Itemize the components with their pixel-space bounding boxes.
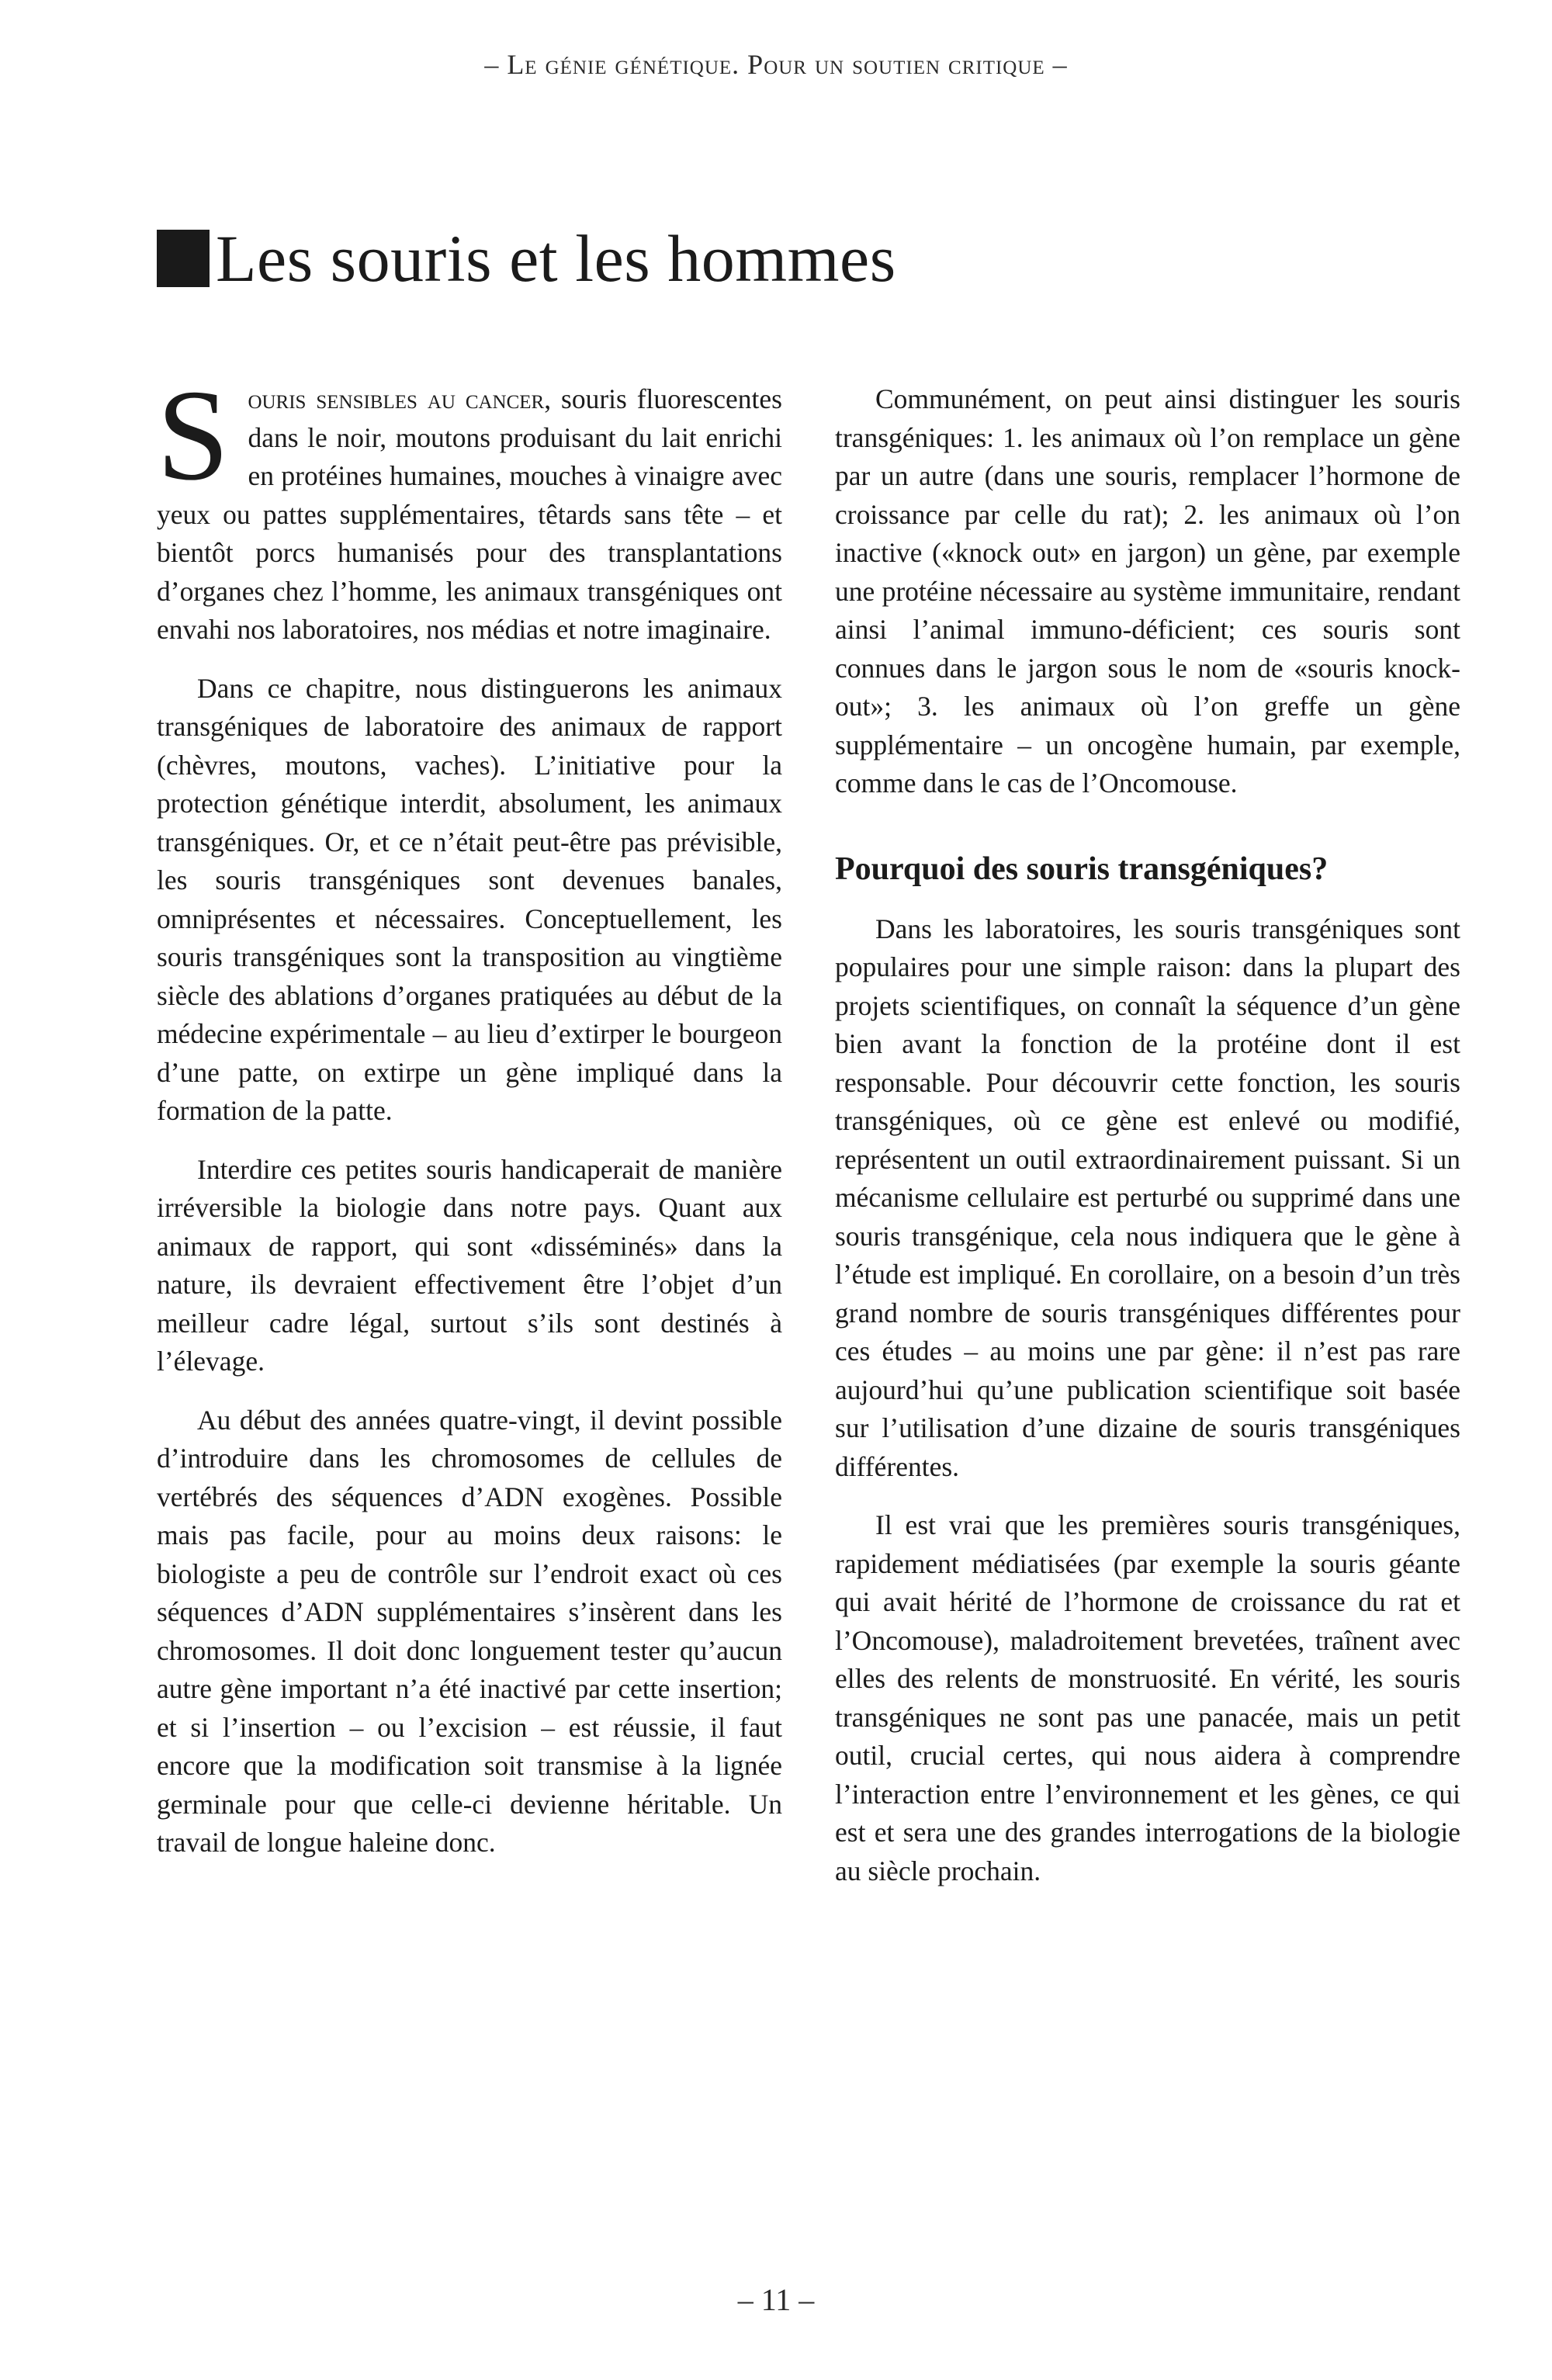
paragraph: Interdire ces petites souris handicaperait de manière irréversible la biologie dans notre pays. Quant aux animaux de rapport, qui sont «disséminés» dans la nature, ils devraient effectivement être l’objet d’un meilleur cadre légal, surtout s’ils sont destinés à l’élevage. — [157, 1153, 782, 1377]
intro-smallcaps: ouris sensibles au cancer, — [248, 383, 552, 414]
paragraph: Dans les laboratoires, les souris transgéniques sont populaires pour une simple raison: dans la plupart des projets scientifiques, on connaît la séquence d’un gène bien avant la fonction de la protéine dont il est responsable. Pour découvrir cette fonction, les souris transgéniques, où ce gène est enlevé ou modifié, représentent un outil extraordinairement puissant. Si un mécanisme cellulaire est perturbé ou supprimé dans une souris transgénique, cela nous indiquera que le gène à l’étude est impliqué. En corollaire, on a besoin d’un très grand nombre de souris transgéniques différentes pour ces études – au moins une par gène: il n’est pas rare aujourd’hui qu’une publication scientifique soit basée sur l’utilisation d’une dizaine de souris transgéniques différentes. — [835, 913, 1460, 1482]
page-number: – 11 – — [737, 2282, 815, 2317]
drop-cap: S — [157, 363, 230, 508]
paragraph: Dans ce chapitre, nous distinguerons les animaux transgéniques de laboratoire des animaux de rapport (chèvres, moutons, vaches). L’initiative pour la protection génétique interdit, absolument, les animaux transgéniques. Or, et ce n’était peut-être pas prévisible, les souris transgéniques sont devenues banales, omniprésentes et nécessaires. Conceptuellement, les souris transgéniques sont la transposition au vingtième siècle des ablations d’organes pratiquées au début de la médecine expérimentale – au lieu d’extirper le bourgeon d’une patte, on extirpe un gène impliqué dans la formation de la patte. — [157, 672, 782, 1126]
paragraph: Il est vrai que les premières souris transgéniques, rapidement médiatisées (par exemple la souris géante qui avait hérité de l’hormone de croissance du rat et l’Oncomouse), maladroitement brevetées, traînent avec elles des relents de monstruosité. En vérité, les souris transgéniques ne sont pas une panacée, mais un petit outil, crucial certes, qui nous aidera à comprendre l’interaction entre l’environnement et les gènes, ce qui est et sera une des grandes interrogations de la biologie au siècle prochain. — [835, 1509, 1460, 1886]
title-square-bullet-icon — [157, 230, 210, 287]
right-column — [835, 380, 1460, 1911]
paragraph: Communément, on peut ainsi distinguer les souris transgéniques: 1. les animaux où l’on remplace un gène par un autre (dans une souris, remplacer l’hormone de croissance par celle du rat); 2. les animaux où l’on inactive («knock out» en jargon) un gène, par exemple une protéine nécessaire au système immunitaire, rendant ainsi l’animal immuno-déficient; ces souris sont connues dans le jargon sous le nom de «souris knock-out»; 3. les animaux où l’on greffe un gène supplémentaire – un oncogène humain, par exemple, comme dans le cas de l’Oncomouse. — [835, 383, 1460, 799]
running-header: – Le génie génétique. Pour un soutien critique – — [484, 49, 1068, 80]
paragraph-intro — [157, 363, 782, 650]
intro-text: souris fluorescentes dans le noir, moutons produisant du lait enrichi en protéines humaines, mouches à vinaigre avec yeux ou pattes supplémentaires, têtards sans tête – et bientôt porcs humanisés pour des transplantations d’organes chez l’homme, les animaux transgéniques ont envahi nos laboratoires, nos médias et notre imaginaire. — [157, 383, 782, 645]
section-heading: Pourquoi des souris transgéniques? — [835, 850, 1329, 887]
chapter-title-text: Les souris et les hommes — [216, 221, 896, 296]
paragraph: Au début des années quatre-vingt, il devint possible d’introduire dans les chromosomes de cellules de vertébrés des séquences d’ADN exogènes. Possible mais pas facile, pour au moins deux raisons: le biologiste a peu de contrôle sur l’endroit exact où ces séquences d’ADN supplémentaires s’insèrent dans les chromosomes. Il doit donc longuement tester qu’aucun autre gène important n’a été inactivé par cette insertion; et si l’insertion – ou l’excision – est réussie, il faut encore que la modification soit transmise à la lignée germinale pour que celle-ci devienne héritable. Un travail de longue haleine donc. — [157, 1404, 782, 1858]
chapter-title — [157, 221, 896, 296]
left-column — [157, 363, 782, 1883]
